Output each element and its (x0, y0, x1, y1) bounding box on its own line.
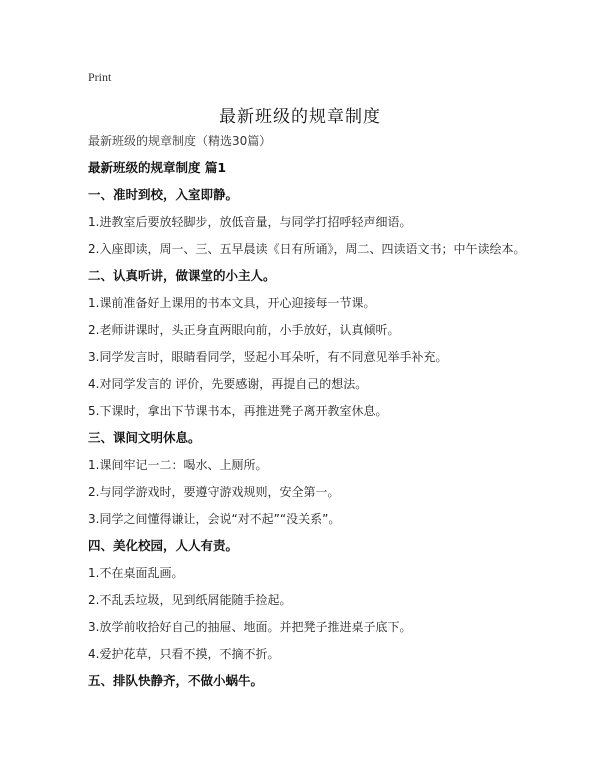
rule-item: 3.同学之间懂得谦让，会说“对不起”“没关系”。 (88, 512, 341, 526)
rule-item: 1.进教室后要放轻脚步，放低音量，与同学打招呼轻声细语。 (88, 215, 412, 229)
rule-heading: 一、准时到校，入室即静。 (88, 187, 239, 202)
rule-heading: 三、课间文明休息。 (88, 430, 201, 445)
rule-item: 3.同学发言时，眼睛看同学，竖起小耳朵听，有不同意见举手补充。 (88, 350, 448, 364)
rule-item: 2.与同学游戏时，要遵守游戏规则，安全第一。 (88, 485, 340, 499)
rule-item: 2.老师讲课时，头正身直两眼向前，小手放好，认真倾听。 (88, 323, 400, 337)
rule-heading: 五、排队快静齐，不做小蜗牛。 (88, 673, 264, 688)
document-subtitle: 最新班级的规章制度（精选30篇） (88, 134, 272, 148)
rule-item: 3.放学前收拾好自己的抽屉、地面。并把凳子推进桌子底下。 (88, 620, 412, 634)
rule-item: 1.课前准备好上课用的书本文具，开心迎接每一节课。 (88, 296, 376, 310)
rule-item: 2.不乱丢垃圾，见到纸屑能随手捡起。 (88, 593, 292, 607)
section-title: 最新班级的规章制度 篇1 (88, 160, 227, 175)
rule-item: 1.不在桌面乱画。 (88, 566, 184, 580)
rule-heading: 四、美化校园，人人有责。 (88, 538, 239, 553)
rule-item: 4.对同学发言的 评价，先要感谢，再提自己的想法。 (88, 377, 368, 391)
rule-item: 1.课间牢记一二：喝水、上厕所。 (88, 458, 268, 472)
rule-item: 5.下课时，拿出下节课书本，再推进凳子离开教室休息。 (88, 404, 388, 418)
rule-heading: 二、认真听讲，做课堂的小主人。 (88, 268, 276, 283)
rule-item: 2.入座即读，周一、三、五早晨读《日有所诵》，周二、四读语文书；中午读绘本。 (88, 242, 526, 256)
print-label: Print (88, 70, 112, 84)
document-title: 最新班级的规章制度 (219, 107, 381, 127)
document-body (88, 133, 528, 700)
rule-item: 4.爱护花草，只看不摸，不摘不折。 (88, 647, 280, 661)
